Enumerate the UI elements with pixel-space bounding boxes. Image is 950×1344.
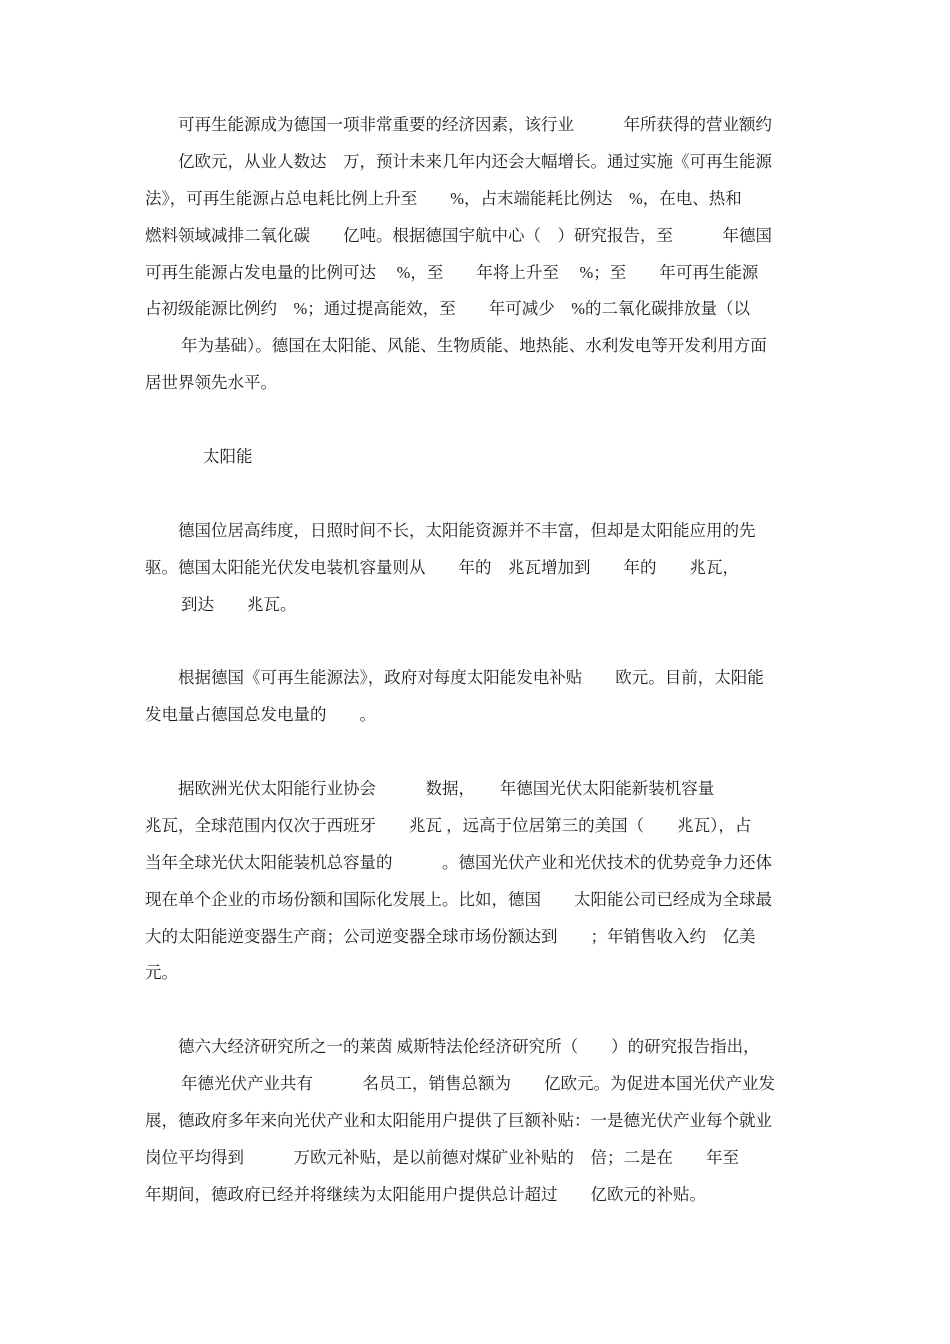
- paragraph-line: 亿欧元，从业人数达 万，预计未来几年内还会大幅增长。通过实施《可再生能源: [178, 151, 772, 171]
- paragraph-line: 兆瓦，全球范围内仅次于西班牙 兆瓦 ，远高于位居第三的美国（ 兆瓦），占: [145, 815, 752, 835]
- paragraph-line: 年德光伏产业共有 名员工，销售总额为 亿欧元。为促进本国光伏产业发: [181, 1074, 775, 1094]
- paragraph-line: 年期间，德政府已经并将继续为太阳能用户提供总计超过 亿欧元的补贴。: [145, 1184, 706, 1204]
- paragraph-line: 居世界领先水平。: [145, 373, 277, 393]
- paragraph-line: 现在单个企业的市场份额和国际化发展上。比如，德国 太阳能公司已经成为全球最: [145, 889, 772, 909]
- paragraph-line: 大的太阳能逆变器生产商；公司逆变器全球市场份额达到 ；年销售收入约 亿美: [145, 926, 756, 946]
- paragraph-research-report: [145, 1029, 950, 1213]
- paragraph-pv-industry: [145, 771, 950, 992]
- paragraph-line: 根据德国《可再生能源法》，政府对每度太阳能发电补贴 欧元。目前，太阳能: [178, 668, 764, 688]
- paragraph-line: 德国位居高纬度，日照时间不长，太阳能资源并不丰富，但却是太阳能应用的先: [178, 520, 756, 540]
- paragraph-line: 驱。德国太阳能光伏发电装机容量则从 年的 兆瓦增加到 年的 兆瓦，: [145, 557, 739, 577]
- section-heading: [145, 439, 950, 476]
- paragraph-line: 展，德政府多年来向光伏产业和太阳能用户提供了巨额补贴：一是德光伏产业每个就业: [145, 1111, 772, 1131]
- paragraph-solar-subsidy: [145, 660, 950, 734]
- paragraph-line: 年为基础）。德国在太阳能、风能、生物质能、地热能、水利发电等开发利用方面: [181, 336, 767, 356]
- paragraph-line: 可再生能源占发电量的比例可达 %，至 年将上升至 %；至 年可再生能源: [145, 262, 759, 282]
- paragraph-line: 可再生能源成为德国一项非常重要的经济因素，该行业 年所获得的营业额约: [178, 115, 772, 134]
- paragraph-line: 当年全球光伏太阳能装机总容量的 。德国光伏产业和光伏技术的优势竞争力还体: [145, 852, 772, 872]
- paragraph-line: 德六大经济研究所之一的莱茵 威斯特法伦经济研究所（ ）的研究报告指出，: [178, 1037, 760, 1057]
- paragraph-line: 占初级能源比例约 %；通过提高能效，至 年可减少 %的二氧化碳排放量（以: [145, 299, 750, 319]
- paragraph-solar-overview: [145, 513, 950, 624]
- paragraph-line: 据欧洲光伏太阳能行业协会 数据， 年德国光伏太阳能新装机容量: [178, 779, 715, 799]
- paragraph-line: 到达 兆瓦。: [181, 594, 297, 614]
- paragraph-line: 发电量占德国总发电量的 。: [145, 705, 376, 725]
- paragraph-line: 岗位平均得到 万欧元补贴，是以前德对煤矿业补贴的 倍；二是在 年至: [145, 1147, 739, 1167]
- paragraph-renewable-energy: [145, 107, 950, 402]
- section-heading-solar: 太阳能: [203, 447, 253, 467]
- paragraph-line: 燃料领域减排二氧化碳 亿吨。根据德国宇航中心（ ）研究报告，至 年德国: [145, 225, 772, 245]
- paragraph-line: 元。: [145, 963, 178, 983]
- paragraph-line: 法》，可再生能源占总电耗比例上升至 %，占末端能耗比例达 %，在电、热和: [145, 188, 742, 208]
